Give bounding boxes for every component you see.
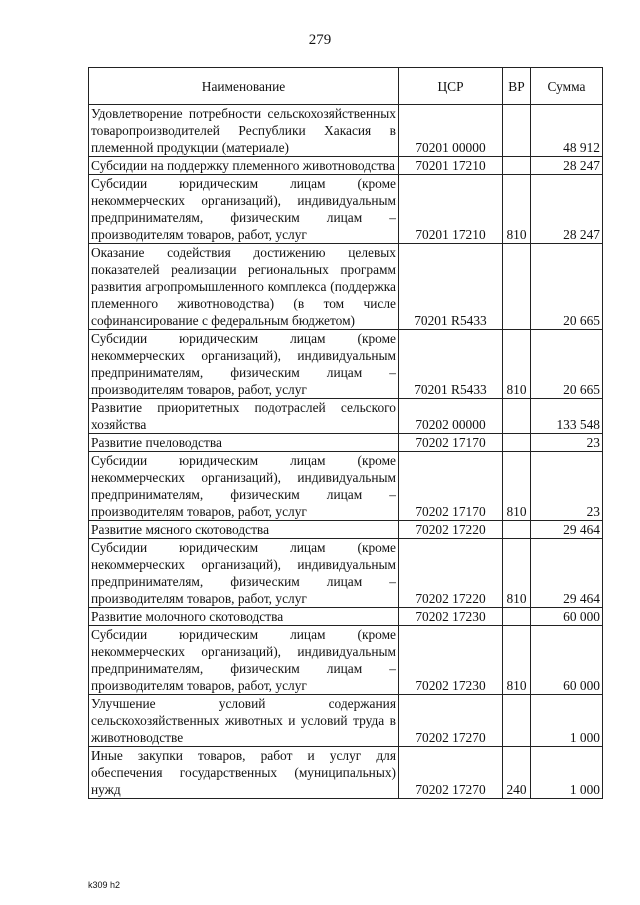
- table-row: [89, 434, 603, 452]
- table-row: [89, 452, 603, 521]
- header-csr: ЦСР: [399, 68, 503, 105]
- cell-sum: 1 000: [531, 747, 603, 799]
- table-row: [89, 175, 603, 244]
- cell-csr: 70202 17170: [399, 434, 503, 452]
- cell-csr: 70202 17220: [399, 521, 503, 539]
- cell-csr: 70202 17170: [399, 452, 503, 521]
- cell-sum: 23: [531, 452, 603, 521]
- table-row: [89, 330, 603, 399]
- cell-sum: 29 464: [531, 521, 603, 539]
- header-sum: Сумма: [531, 68, 603, 105]
- cell-sum: 20 665: [531, 244, 603, 330]
- cell-name: Субсидии юридическим лицам (кроме некоммерческих организаций), индивидуальным предпринимателям, физическим лицам – производителям товаров, работ, услуг: [89, 452, 399, 521]
- cell-name: Субсидии на поддержку племенного животноводства: [89, 157, 399, 175]
- table-row: [89, 521, 603, 539]
- cell-sum: 60 000: [531, 608, 603, 626]
- cell-vr: 810: [503, 452, 531, 521]
- table-header-row: [89, 68, 603, 105]
- table-row: [89, 626, 603, 695]
- table-row: [89, 539, 603, 608]
- cell-name: Иные закупки товаров, работ и услуг для обеспечения государственных (муниципальных) нужд: [89, 747, 399, 799]
- cell-vr: [503, 157, 531, 175]
- cell-name: Развитие приоритетных подотраслей сельского хозяйства: [89, 399, 399, 434]
- cell-csr: 70202 17220: [399, 539, 503, 608]
- cell-name: Развитие молочного скотоводства: [89, 608, 399, 626]
- cell-vr: [503, 608, 531, 626]
- cell-csr: 70201 00000: [399, 105, 503, 157]
- cell-sum: 28 247: [531, 175, 603, 244]
- cell-csr: 70202 00000: [399, 399, 503, 434]
- cell-name: Развитие мясного скотоводства: [89, 521, 399, 539]
- cell-vr: 240: [503, 747, 531, 799]
- cell-csr: 70201 17210: [399, 175, 503, 244]
- cell-csr: 70201 R5433: [399, 330, 503, 399]
- cell-name: Удовлетворение потребности сельскохозяйственных товаропроизводителей Республики Хакасия в племенной продукции (материале): [89, 105, 399, 157]
- cell-vr: 810: [503, 175, 531, 244]
- header-name: Наименование: [89, 68, 399, 105]
- table-row: [89, 244, 603, 330]
- table-row: [89, 105, 603, 157]
- footer-code: k309 h2: [88, 880, 121, 890]
- table-row: [89, 157, 603, 175]
- cell-vr: [503, 105, 531, 157]
- cell-sum: 60 000: [531, 626, 603, 695]
- cell-name: Развитие пчеловодства: [89, 434, 399, 452]
- cell-sum: 1 000: [531, 695, 603, 747]
- table-row: [89, 399, 603, 434]
- cell-name: Субсидии юридическим лицам (кроме некоммерческих организаций), индивидуальным предпринимателям, физическим лицам – производителям товаров, работ, услуг: [89, 626, 399, 695]
- cell-name: Субсидии юридическим лицам (кроме некоммерческих организаций), индивидуальным предпринимателям, физическим лицам – производителям товаров, работ, услуг: [89, 539, 399, 608]
- cell-name: Оказание содействия достижению целевых показателей реализации региональных программ развития агропромышленного комплекса (поддержка племенного животноводства) (в том числе софинансирование с федеральным бюджетом): [89, 244, 399, 330]
- cell-vr: [503, 244, 531, 330]
- table-row: [89, 747, 603, 799]
- cell-vr: [503, 434, 531, 452]
- cell-sum: 28 247: [531, 157, 603, 175]
- page-number: 279: [308, 32, 332, 48]
- cell-name: Субсидии юридическим лицам (кроме некоммерческих организаций), индивидуальным предпринимателям, физическим лицам – производителям товаров, работ, услуг: [89, 175, 399, 244]
- cell-csr: 70201 R5433: [399, 244, 503, 330]
- cell-vr: 810: [503, 626, 531, 695]
- cell-sum: 23: [531, 434, 603, 452]
- cell-csr: 70202 17230: [399, 608, 503, 626]
- cell-csr: 70202 17230: [399, 626, 503, 695]
- table-row: [89, 695, 603, 747]
- budget-table: [88, 67, 603, 799]
- cell-vr: [503, 399, 531, 434]
- cell-vr: [503, 695, 531, 747]
- cell-name: Улучшение условий содержания сельскохозяйственных животных и условий труда в животноводстве: [89, 695, 399, 747]
- cell-sum: 48 912: [531, 105, 603, 157]
- cell-name: Субсидии юридическим лицам (кроме некоммерческих организаций), индивидуальным предпринимателям, физическим лицам – производителям товаров, работ, услуг: [89, 330, 399, 399]
- cell-vr: 810: [503, 539, 531, 608]
- cell-csr: 70201 17210: [399, 157, 503, 175]
- table-row: [89, 608, 603, 626]
- cell-vr: [503, 521, 531, 539]
- cell-sum: 20 665: [531, 330, 603, 399]
- cell-sum: 29 464: [531, 539, 603, 608]
- header-vr: ВР: [503, 68, 531, 105]
- cell-csr: 70202 17270: [399, 747, 503, 799]
- cell-csr: 70202 17270: [399, 695, 503, 747]
- cell-sum: 133 548: [531, 399, 603, 434]
- cell-vr: 810: [503, 330, 531, 399]
